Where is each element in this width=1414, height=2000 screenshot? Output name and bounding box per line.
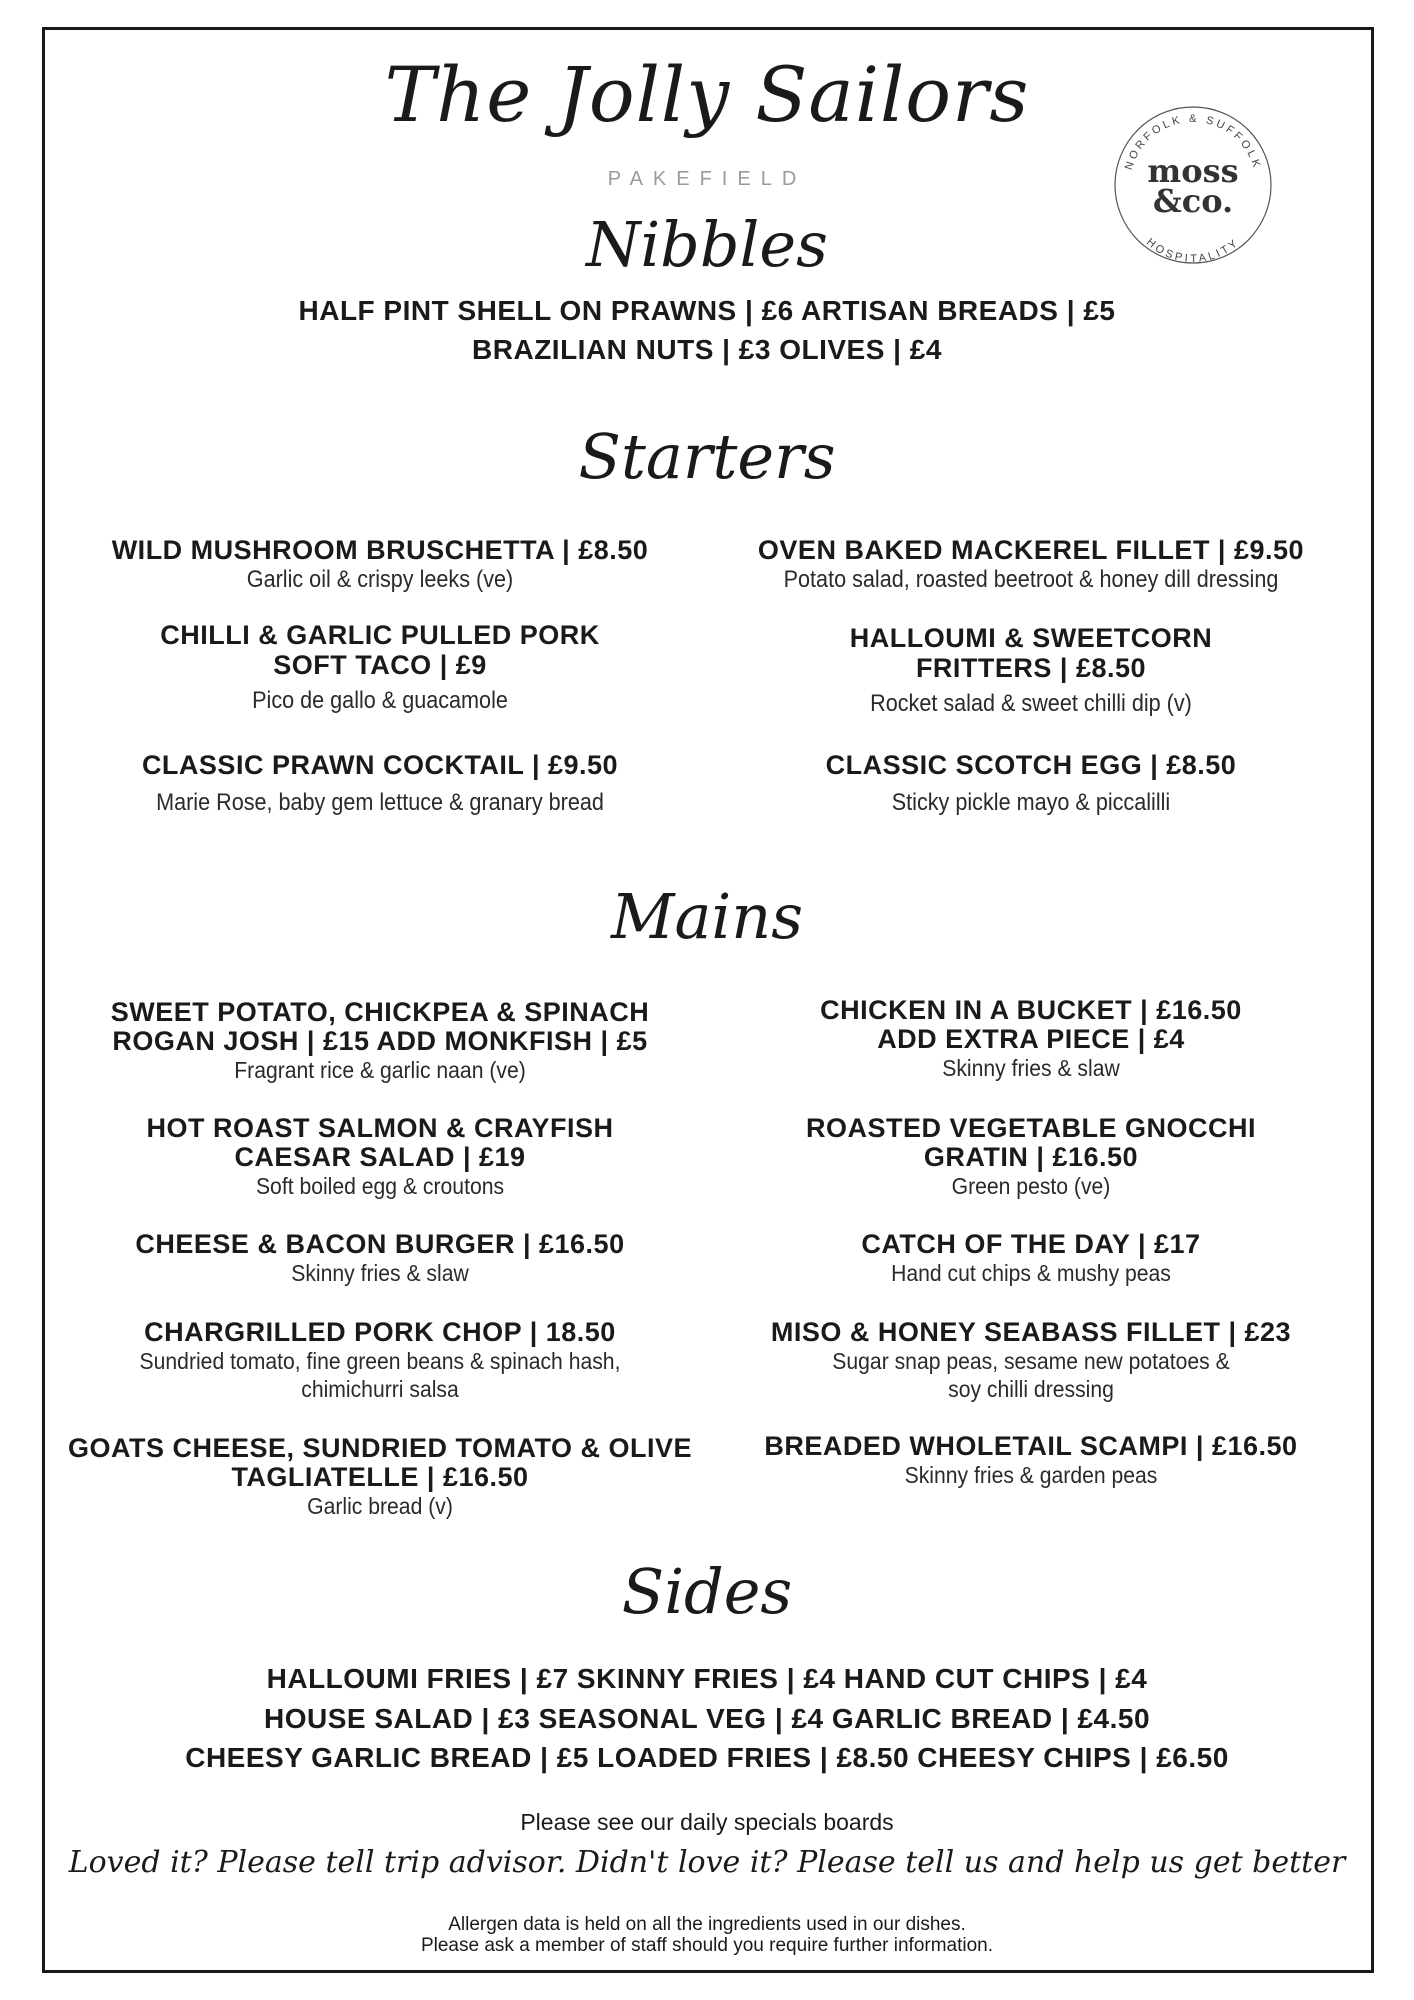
main-title: ROGAN JOSH | £15 ADD MONKFISH | £5: [112, 1026, 648, 1056]
main-item: [715, 1432, 1347, 1489]
main-title: SWEET POTATO, CHICKPEA & SPINACH: [110, 997, 650, 1027]
sides-heading: Sides: [621, 1555, 793, 1628]
allergen-note: [0, 1914, 1414, 1956]
nibbles-heading: Nibbles: [586, 208, 828, 281]
starters-heading: Starters: [578, 420, 836, 493]
main-title: CAESAR SALAD | £19: [234, 1142, 526, 1172]
mains-heading: Mains: [610, 880, 804, 953]
starter-item: [55, 620, 705, 715]
starter-title: CLASSIC SCOTCH EGG | £8.50: [825, 750, 1237, 780]
starter-item: [55, 750, 705, 817]
main-title: MISO & HONEY SEABASS FILLET | £23: [770, 1317, 1292, 1347]
main-title: BREADED WHOLETAIL SCAMPI | £16.50: [764, 1431, 1298, 1461]
starter-title: WILD MUSHROOM BRUSCHETTA | £8.50: [111, 535, 649, 565]
logo-line2: &co.: [1152, 182, 1234, 220]
allergen-line-1: Allergen data is held on all the ingredients used in our dishes.: [448, 1914, 966, 1935]
main-title: TAGLIATELLE | £16.50: [231, 1462, 529, 1492]
starter-item: [715, 750, 1347, 817]
main-title: ROASTED VEGETABLE GNOCCHI: [805, 1113, 1257, 1143]
logo-ring-bottom: HOSPITALITY: [1144, 236, 1242, 266]
main-item: [55, 1230, 705, 1287]
main-item: [55, 1318, 705, 1403]
nibbles-line-1: HALF PINT SHELL ON PRAWNS | £6 ARTISAN BREADS | £5: [298, 295, 1116, 326]
starter-title: HALLOUMI & SWEETCORN: [849, 623, 1213, 653]
main-item: [55, 1434, 705, 1520]
review-tagline: Loved it? Please tell trip advisor. Didn't love it? Please tell us and help us get better: [68, 1845, 1346, 1880]
main-item: [715, 1318, 1347, 1403]
starter-desc: Potato salad, roasted beetroot & honey dill dressing: [783, 566, 1279, 593]
main-desc: Sugar snap peas, sesame new potatoes &: [832, 1348, 1230, 1374]
starter-title: SOFT TACO | £9: [273, 650, 487, 680]
specials-note: Please see our daily specials boards: [520, 1809, 894, 1835]
nibbles-line-2: BRAZILIAN NUTS | £3 OLIVES | £4: [472, 334, 942, 365]
main-title: ADD EXTRA PIECE | £4: [877, 1024, 1185, 1054]
main-desc: Hand cut chips & mushy peas: [891, 1260, 1171, 1286]
brand-name: The Jolly Sailors: [384, 50, 1030, 139]
sides-line-3: CHEESY GARLIC BREAD | £5 LOADED FRIES | £8.50 CHEESY CHIPS | £6.50: [185, 1742, 1229, 1773]
logo-ring-top: NORFOLK & SUFFOLK: [1122, 112, 1264, 172]
starter-title: CLASSIC PRAWN COCKTAIL | £9.50: [141, 750, 619, 780]
main-desc: Skinny fries & garden peas: [904, 1462, 1158, 1488]
main-desc: Soft boiled egg & croutons: [255, 1173, 505, 1199]
main-title: GRATIN | £16.50: [923, 1142, 1139, 1172]
main-desc: Skinny fries & slaw: [291, 1260, 469, 1286]
sides-line-1: HALLOUMI FRIES | £7 SKINNY FRIES | £4 HAND CUT CHIPS | £4: [266, 1663, 1148, 1694]
logo-line1: moss: [1147, 152, 1239, 190]
main-title: GOATS CHEESE, SUNDRIED TOMATO & OLIVE: [67, 1433, 693, 1463]
brand-location: PAKEFIELD: [607, 168, 807, 190]
allergen-line-2: Please ask a member of staff should you require further information.: [420, 1935, 994, 1956]
starter-item: [55, 535, 705, 594]
sides-line-2: HOUSE SALAD | £3 SEASONAL VEG | £4 GARLIC BREAD | £4.50: [263, 1703, 1151, 1734]
main-title: CHICKEN IN A BUCKET | £16.50: [820, 995, 1242, 1025]
starter-title: FRITTERS | £8.50: [915, 653, 1147, 683]
main-title: HOT ROAST SALMON & CRAYFISH: [146, 1113, 614, 1143]
main-desc: soy chilli dressing: [948, 1376, 1114, 1402]
main-item: [55, 998, 705, 1084]
main-title: CHARGRILLED PORK CHOP | 18.50: [144, 1317, 616, 1347]
main-item: [55, 1114, 705, 1200]
starter-title: OVEN BAKED MACKEREL FILLET | £9.50: [757, 535, 1305, 565]
main-desc: Skinny fries & slaw: [942, 1055, 1120, 1081]
main-item: [715, 996, 1347, 1082]
starter-desc: Sticky pickle mayo & piccalilli: [891, 789, 1171, 816]
starter-title: CHILLI & GARLIC PULLED PORK: [160, 620, 600, 650]
starter-item: [715, 623, 1347, 718]
main-desc: Fragrant rice & garlic naan (ve): [234, 1057, 526, 1083]
starter-desc: Pico de gallo & guacamole: [252, 687, 508, 714]
main-item: [715, 1114, 1347, 1200]
starter-desc: Marie Rose, baby gem lettuce & granary bread: [156, 789, 604, 816]
main-desc: Garlic bread (v): [307, 1493, 453, 1519]
main-title: CHEESE & BACON BURGER | £16.50: [135, 1229, 625, 1259]
main-title: CATCH OF THE DAY | £17: [861, 1229, 1201, 1259]
starter-desc: Rocket salad & sweet chilli dip (v): [870, 690, 1192, 717]
main-desc: chimichurri salsa: [301, 1376, 459, 1402]
starter-desc: Garlic oil & crispy leeks (ve): [246, 566, 514, 593]
main-item: [715, 1230, 1347, 1287]
main-desc: Sundried tomato, fine green beans & spinach hash,: [139, 1348, 621, 1374]
starter-item: [715, 535, 1347, 594]
main-desc: Green pesto (ve): [951, 1173, 1111, 1199]
